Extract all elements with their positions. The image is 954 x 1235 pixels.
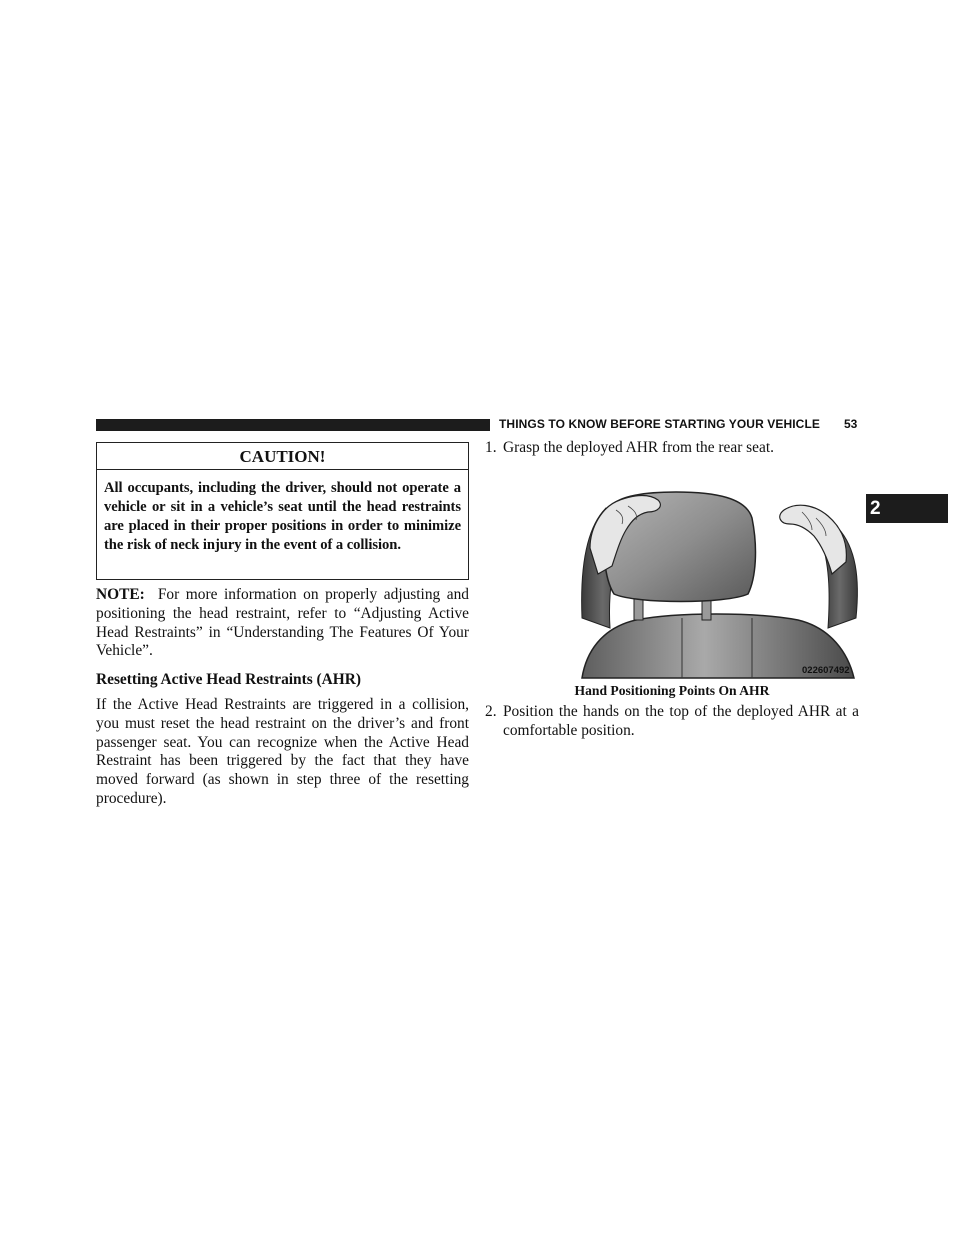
step-1-number: 1.	[485, 439, 497, 456]
figure-caption: Hand Positioning Points On AHR	[574, 683, 770, 698]
caution-box	[96, 442, 469, 580]
chapter-tab: 2	[866, 494, 948, 523]
note-label: NOTE:	[96, 586, 145, 603]
step-2-number: 2.	[485, 703, 497, 720]
note-paragraph	[96, 586, 469, 661]
section-heading: Resetting Active Head Restraints (AHR)	[96, 671, 362, 688]
header-rule	[96, 419, 490, 431]
step-1-text: Grasp the deployed AHR from the rear seat.	[503, 439, 774, 456]
section-body-text: If the Active Head Restraints are triggered in a collision, you must reset the head restraint on the driver’s and front passenger seat. You can recognize when the Active Head Restraint has been triggered by the fact that they have moved forward (as shown in step three of the resetting procedure).	[96, 696, 469, 807]
running-header-title: THINGS TO KNOW BEFORE STARTING YOUR VEHICLE	[499, 417, 820, 431]
note-text: For more information on properly adjusting and positioning the head restraint, refer to “Adjusting Active Head Restraints” in “Understanding The Features Of Your Vehicle”.	[96, 586, 469, 660]
step-2	[485, 703, 859, 741]
caution-text: All occupants, including the driver, should not operate a vehicle or sit in a vehicle’s seat until the head restraints are placed in their proper positions in order to minimize the risk of neck injury in the event of a collision.	[104, 480, 461, 553]
section-body	[96, 696, 469, 809]
head-restraint-hands-illustration	[576, 488, 862, 680]
step-1	[485, 439, 859, 458]
step-2-text: Position the hands on the top of the deployed AHR at a comfortable position.	[503, 703, 859, 739]
page-number: 53	[844, 417, 858, 431]
caution-title: CAUTION!	[97, 443, 468, 470]
figure-code: 022607492	[802, 665, 850, 676]
